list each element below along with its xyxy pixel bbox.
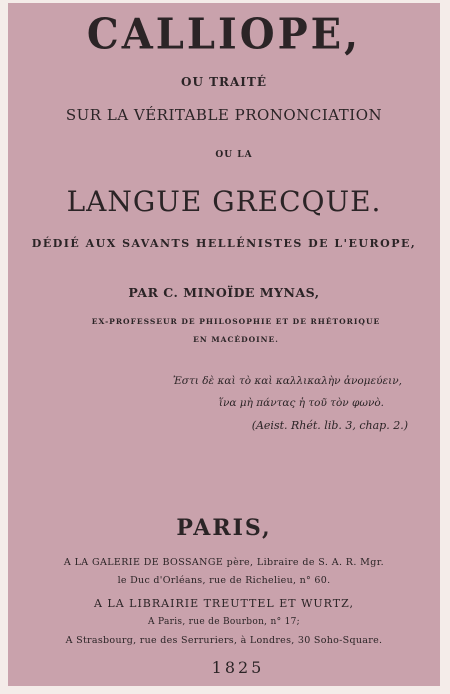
epigraph-source: (Aeist. Rhét. lib. 3, chap. 2.): [251, 419, 408, 432]
publisher-line-2: le Duc d'Orléans, rue de Richelieu, n° 60.: [117, 575, 331, 586]
author-title-2: EN MACÉDOINE.: [193, 335, 279, 344]
author-line: PAR C. MINOÏDE MYNAS,: [128, 285, 320, 300]
epigraph-line-1: Ἐστι δὲ καὶ τὸ καὶ καλλικαλὴν ἀνομεύειν,: [172, 375, 402, 387]
book-title: CALLIOPE,: [86, 9, 362, 60]
publisher-line-1: A LA GALERIE DE BOSSANGE père, Libraire de S. A. R. Mgr.: [63, 557, 385, 568]
title-page: [8, 3, 440, 686]
subtitle-ou-la: OU LA: [215, 150, 253, 160]
subtitle-line: SUR LA VÉRITABLE PRONONCIATION: [65, 106, 383, 124]
subtitle-langue: LANGUE GRECQUE.: [66, 185, 382, 218]
publisher-line-4: A Paris, rue de Bourbon, n° 17;: [148, 617, 300, 627]
publication-year: 1825: [211, 658, 265, 677]
publisher-line-3: A LA LIBRAIRIE TREUTTEL ET WURTZ,: [93, 597, 355, 610]
imprint-place: PARIS,: [176, 515, 272, 541]
publisher-line-5: A Strasbourg, rue des Serruriers, à Londres, 30 Soho-Square.: [65, 635, 383, 646]
dedication: DÉDIÉ AUX SAVANTS HELLÉNISTES DE L'EUROPE,: [31, 237, 417, 250]
author-title-1: EX-PROFESSEUR DE PHILOSOPHIE ET DE RHÉTORIQUE: [91, 317, 381, 326]
subtitle-ou-traite: OU TRAITÉ: [181, 75, 267, 89]
epigraph-line-2: ἵνα μὴ πάντας ἡ τοῦ τὸν φωνὸ.: [218, 397, 384, 409]
